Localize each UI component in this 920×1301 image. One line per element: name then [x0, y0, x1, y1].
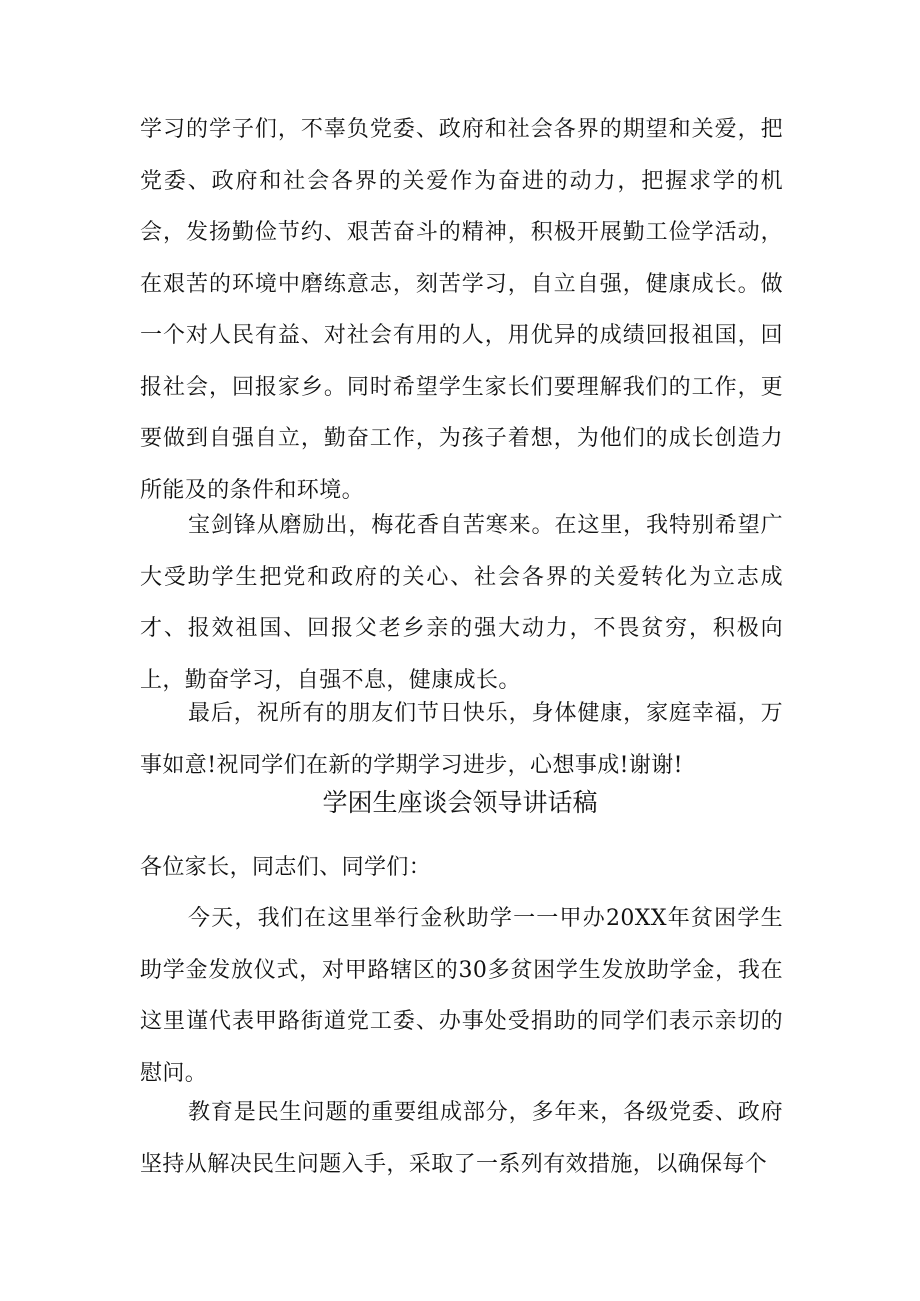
salutation: 各位家长，同志们、同学们： — [140, 855, 432, 880]
body-paragraph-hope: 宝剑锋从磨励出，梅花香自苦寒来。在这里，我特别希望广大受助学生把党和政府的关心、社会各界的关爱转化为立志成才、报效祖国、回报父老乡亲的强大动力，不畏贫穷，积极向上，勤奋学习，自强不息，健康成长。 — [140, 513, 783, 693]
document-title: 学困生座谈会领导讲话稿 — [322, 788, 598, 817]
body-paragraph-opening: 今天，我们在这里举行金秋助学一一甲办20XX年贫困学生助学金发放仪式，对甲路辖区的30多贫困学生发放助学金，我在这里谨代表甲路街道党工委、办事处受捐助的同学们表示亲切的慰问。 — [140, 906, 783, 1086]
body-paragraph-closing: 最后，祝所有的朋友们节日快乐，身体健康，家庭幸福，万事如意!祝同学们在新的学期学习进步，心想事成!谢谢! — [140, 701, 783, 778]
body-paragraph-continued: 学习的学子们，不辜负党委、政府和社会各界的期望和关爱，把党委、政府和社会各界的关爱作为奋进的动力，把握求学的机会，发扬勤俭节约、艰苦奋斗的精神，积极开展勤工俭学活动，在艰苦的环境中磨练意志，刻苦学习，自立自强，健康成长。做一个对人民有益、对社会有用的人，用优异的成绩回报祖国，回报社会，回报家乡。同时希望学生家长们要理解我们的工作，更要做到自强自立，勤奋工作，为孩子着想，为他们的成长创造力所能及的条件和环境。 — [140, 117, 783, 503]
body-paragraph-education: 教育是民生问题的重要组成部分，多年来，各级党委、政府坚持从解决民生问题入手，采取了一系列有效措施，以确保每个 — [140, 1100, 783, 1177]
